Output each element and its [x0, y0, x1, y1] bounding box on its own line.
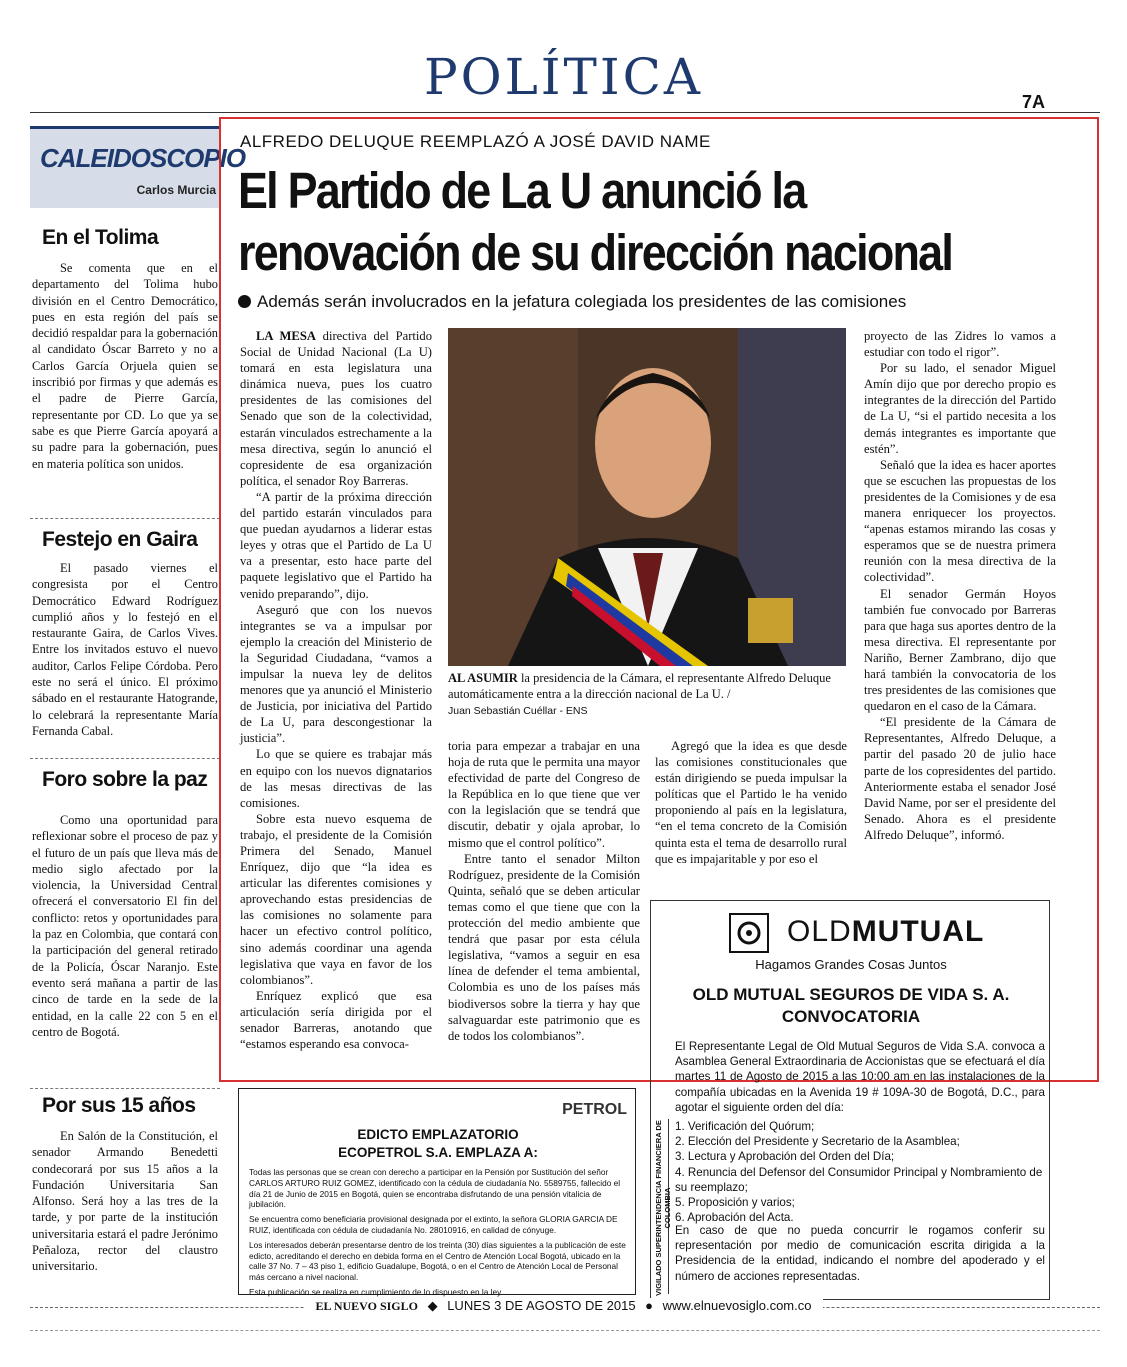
ad-closing: En caso de que no pueda concurrir le rogamos conferir su representación por medio de comunicación escrita dirigida a la Presidencia de la entidad, indicando el nombre del apoderado y el número de acciones representadas. [675, 1224, 1045, 1283]
subhead-text: Además serán involucrados en la jefatura colegiada los presidentes de las comisiones [257, 292, 907, 311]
sidebar-item-title: Por sus 15 años [42, 1094, 196, 1117]
article-column-3 [655, 738, 847, 867]
paragraph: toria para empezar a trabajar en una hoja de ruta que le permita una mayor efectividad de parte del Congreso de la República en lo que tiene que ver con la legislación que se tendrá que discutir, debatir y ojala aprobar, lo mismo que el control político”. [448, 739, 640, 850]
column-banner [30, 126, 246, 208]
agenda-item: 5. Proposición y varios; [675, 1196, 795, 1210]
sidebar-column [30, 126, 246, 1367]
page-number: 7A [1022, 92, 1046, 112]
headline-line: renovación de su dirección nacional [238, 224, 953, 281]
paragraph: Esta publicación se realiza en cumplimiento de lo dispuesto en la ley. [249, 1286, 503, 1297]
sidebar-item-text: Se comenta que en el departamento del Tolima hubo división en el Centro Democrático, pues en esta región del país se decidió respaldar para la gobernación al candidato Óscar Barreto y no a Carlos García Orjuela quien se inscribió por firmas y que además es el padre de Pierre García, representante por CD. Lo que ya se sabe es que Pierre García apoyará a su padre para la gobernación, pues en materia política son unidos. [32, 261, 218, 471]
article-column-4 [864, 328, 1056, 843]
header-rule [30, 112, 1100, 113]
footer-rule-bottom [30, 1330, 1100, 1331]
paragraph: directiva del Partido Social de Unidad Nacional (La U) tomará en esta legislatura una dinámica nueva, pues los cuatro presidentes de las comisiones del Senado que son de la colectividad, estarán vinculados estrechamente a la mesa directiva, según lo anunció el copresidente de esa organización política, el senador Roy Barreras. [240, 329, 432, 488]
article-subhead [238, 292, 906, 312]
agenda-item: 4. Renuncia del Defensor del Consumidor Principal y Nombramiento de su reemplazo; [675, 1165, 1043, 1194]
sidebar-item-text: Como una oportunidad para reflexionar sobre el proceso de paz y el futuro de un país que lleva más de medio siglo afectado por la violencia, la Universidad Central ofrecerá el conversatorio El fin del conflicto: retos y oportunidades para la paz en Colombia, que contará con la participación del general retirado de la Policía, Óscar Naranjo. Este evento será mañana a partir de las cinco de tarde en la sede de la entidad, en la calle 22 con 5 en el centro de Bogotá. [32, 813, 218, 1039]
paragraph: Enríquez explicó que esa articulación sería dirigida por el senador Barreras, anotando que “estamos esperando esa convoca- [240, 988, 432, 1052]
sidebar-item-text: En Salón de la Constitución, el senador Armando Benedetti condecorará por sus 15 años a la Fundación Universitaria San Alfonso. Será hoy a las tres de la tarde, y por parte de la institución universitaria estará el padre Jerónimo Peñaloza, rector del claustro universitario. [32, 1129, 218, 1274]
edicto-title: EDICTO EMPLAZATORIO [357, 1127, 519, 1142]
footer-date: LUNES 3 DE AGOSTO DE 2015 [441, 1298, 641, 1313]
oldmutual-logo-icon [729, 913, 769, 953]
column-author: Carlos Murcia [136, 183, 216, 197]
caption-text: la presidencia de la Cámara, el representante Alfredo Deluque automáticamente entra a la dirección nacional de La U. / [448, 671, 831, 701]
sidebar-item-title: Foro sobre la paz [42, 768, 208, 791]
photo-credit: Juan Sebastián Cuéllar - ENS [448, 705, 588, 717]
paragraph: Agregó que la idea es que desde las comisiones constitucionales que están dirigiendo se pueda impulsar la políticas que el Partido le ha venido proponiendo al país en la legislatura, “en el tema concreto de la Comisión quinta esta el tema de desarrollo rural que es impajaritable y por eso el [655, 739, 847, 866]
edicto-notice [238, 1088, 636, 1295]
sidebar-item-title: En el Tolima [42, 226, 159, 249]
sidebar-item-text: El pasado viernes el congresista por el Centro Democrático Edward Rodríguez cumplió años y lo festejó en el restaurante Gaira, de Carlos Vives. Entre los invitados estuvo el nuevo auditor, Carlos Felipe Córdoba. Pero este no será el único. El próximo sábado en el restaurante Hatogrande, lo celebrará la representante María Fernanda Cabal. [32, 561, 218, 738]
paragraph: El senador Germán Hoyos también fue convocado por Barreras para que haga sus aportes dentro de la mesa directiva. El representante por Nariño, Berner Zambrano, dijo que hará también la convocatoria de los tres presidentes de las comisiones que quedaron en el caso de la Cámara. [864, 586, 1056, 714]
lead-in: LA MESA [256, 329, 316, 343]
caption-lead: AL ASUMIR [448, 671, 518, 685]
paragraph: Sobre esta nuevo esquema de trabajo, el presidente de la Comisión Primera del Senado, Manuel Enríquez, dijo que “la idea es articular las diferentes comisiones y aprovechando estas presidencias de las comisiones no solamente para hacer un efectivo control político, sino además coordinar una agenda legislativa que vaya en favor de los colombianos”. [240, 811, 432, 987]
ad-vigilado-label: VIGILADO SUPERINTENDENCIA FINANCIERA DE COLOMBIA [654, 1120, 672, 1296]
oldmutual-brand: OLDMUTUAL [787, 915, 985, 948]
footer-url[interactable]: www.elnuevosiglo.com.co [657, 1298, 818, 1313]
ad-agenda [675, 1119, 1045, 1225]
column-name: CALEIDOSCOPIO [40, 143, 246, 173]
article-headline [238, 160, 986, 284]
paragraph: Aseguró que con los nuevos integrantes se va a impulsar por ejemplo la creación del Ministerio de la Seguridad Ciudadana, “vamos a impulsar la nueva ley de delitos menores que ya anunció el Ministerio de Justicia, por iniciativa del Partido de La U, para descongestionar la justicia”. [240, 602, 432, 746]
section-title: POLÍTICA [423, 48, 704, 106]
ad-company: OLD MUTUAL SEGUROS DE VIDA S. A. [692, 985, 1010, 1004]
footer-brand: EL NUEVO SIGLO [310, 1299, 424, 1313]
article-kicker: ALFREDO DELUQUE REEMPLAZÓ A JOSÉ DAVID NAME [240, 132, 711, 151]
ecopetrol-logo: PETROL [562, 1101, 627, 1118]
photo-caption [448, 670, 846, 719]
agenda-item: 6. Aprobación del Acta. [675, 1211, 794, 1225]
oldmutual-tagline: Hagamos Grandes Cosas Juntos [755, 957, 947, 972]
paragraph: Lo que se quiere es trabajar más en equipo con los nuevos dignatarios de las mesas directivas de las comisiones. [240, 747, 432, 810]
headline-line: El Partido de La U anunció la [238, 162, 806, 219]
paragraph: Por su lado, el senador Miguel Amín dijo que por derecho propio es integrantes de la dirección del Partido de La U, “si el partido necesita a los demás integrantes es importante que estén”. [864, 361, 1056, 456]
sidebar-item-title: Festejo en Gaira [42, 528, 198, 551]
ad-intro: El Representante Legal de Old Mutual Seguros de Vida S.A. convoca a Asamblea General Extraordinaria de Accionistas que se efectuará el día martes 11 de Agosto de 2015 a las 10:00 am en las instalaciones de la compañía ubicadas en la Avenida 19 # 109A-30 de Bogotá, D.C., para agotar el siguiente orden del día: [675, 1040, 1045, 1114]
paragraph: “El presidente de la Cámara de Representantes, Alfredo Deluque, a partir del pasado 20 de julio hace parte de los copresidentes del partido. Anteriormente estaba el senador José David Name, por ser el presidente del Senado. Ahora es el presidente Alfredo Deluque”, informó. [864, 715, 1056, 842]
paragraph: Señaló que la idea es hacer aportes que se escuchen las propuestas de los presidentes de la Comisiones y de esa manera enriquecer los proyectos. “apenas estamos mirando las cosas y esperamos que se de nuestra primera reunión con la mesa directiva de la colectividad”. [864, 457, 1056, 585]
agenda-item: 2. Elección del Presidente y Secretario de la Asamblea; [675, 1135, 960, 1149]
paragraph: proyecto de las Zidres lo vamos a estudiar con todo el rigor”. [864, 329, 1056, 360]
paragraph: Los interesados deberán presentarse dentro de los treinta (30) días siguientes a la publicación de este edicto, acreditando el derecho en debida forma en el Centro de Atención Local Bogotá, ubicado en la calle 37 No. 7 – 43 piso 1, edificio Guadalupe, Bogotá, o en el Centro de Atención Local de Personal más cercano a nivel nacional. [249, 1239, 626, 1283]
sidebar-divider [30, 518, 220, 519]
edicto-subtitle: ECOPETROL S.A. EMPLAZA A: [338, 1145, 538, 1160]
sidebar-divider [30, 758, 220, 759]
paragraph: Todas las personas que se crean con derecho a participar en la Pensión por Sustitución del señor CARLOS ARTURO RUIZ GOMEZ, identificado con la cédula de ciudadanía No. 5589755, fallecido el día 21 de Junio de 2015 en Bogotá, quien se encontraba disfrutando de una pensión vitalicia de jubilación. [249, 1167, 621, 1210]
sidebar-divider [30, 1088, 220, 1089]
article-column-1 [240, 328, 432, 1052]
article-column-2 [448, 738, 640, 1044]
paragraph: Se encuentra como beneficiaria provisional designada por el extinto, la señora GLORIA GARCIA DE RUIZ, identificada con cédula de ciudadanía No. 28010916, en calidad de cónyuge. [249, 1214, 618, 1235]
bullet-icon [238, 295, 251, 308]
ad-title: CONVOCATORIA [781, 1007, 921, 1026]
paragraph: “A partir de la próxima dirección del partido estarán vinculados para que puedan ayudarnos a liderar estas leyes y otras que el Partido de La U va a presentar, esto hace parte del paquete legislativo que el Partido ha venido preparando”, dijo. [240, 489, 432, 601]
page-footer: EL NUEVO SIGLO ◆ LUNES 3 DE AGOSTO DE 2015 ● www.elnuevosiglo.com.co [0, 1298, 1127, 1314]
oldmutual-ad [650, 900, 1050, 1300]
portrait-illustration [448, 328, 846, 666]
article-photo [448, 328, 846, 666]
agenda-item: 3. Lectura y Aprobación del Orden del Día; [675, 1150, 895, 1164]
edicto-body [249, 1167, 629, 1302]
paragraph: Entre tanto el senador Milton Rodríguez, presidente de la Comisión Quinta, señaló que se deben articular temas como el que tiene que con la protección del medio ambiente que tendrá que pasar por esta célula legislativa, “vamos a seguir en esa línea de defender el tema ambiental, Colombia es uno de los países más biodiversos sobre la tierra y hay que salvaguardar este patrimonio que es de todos los colombianos”. [448, 851, 640, 1043]
agenda-item: 1. Verificación del Quórum; [675, 1120, 815, 1133]
